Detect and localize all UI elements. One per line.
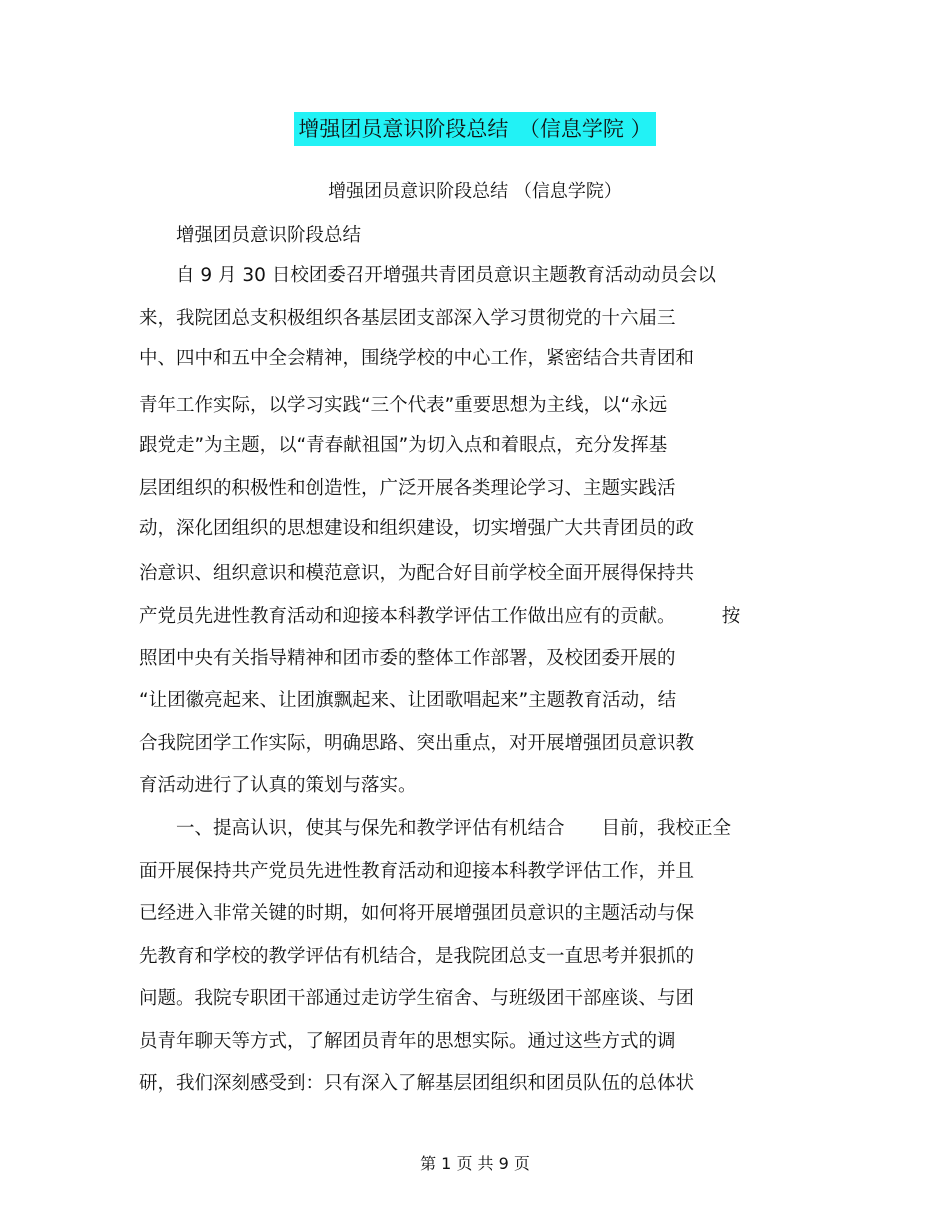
body-line: 动，深化团组织的思想建设和组织建设，切实增强广大共青团员的政 — [139, 518, 695, 539]
body-line: 治意识、组织意识和模范意识，为配合好目前学校全面开展得保持共 — [139, 563, 695, 584]
body-line: 研，我们深刻感受到：只有深入了解基层团组织和团员队伍的总体状 — [139, 1073, 695, 1094]
body-line: 问题。我院专职团干部通过走访学生宿舍、与班级团干部座谈、与团 — [139, 988, 695, 1009]
document-title: 增强团员意识阶段总结 （信息学院 ） — [294, 112, 655, 146]
body-line: 跟党走”为主题，以“青春献祖国”为切入点和着眼点，充分发挥基 — [139, 435, 668, 456]
body-line: 青年工作实际，以学习实践“三个代表”重要思想为主线，以“永远 — [139, 395, 668, 416]
body-line: 员青年聊天等方式，了解团员青年的思想实际。通过这些方式的调 — [139, 1031, 676, 1052]
body-line: 来，我院团总支积极组织各基层团支部深入学习贯彻党的十六届三 — [139, 308, 676, 329]
body-line: 合我院团学工作实际，明确思路、突出重点，对开展增强团员意识教 — [139, 733, 695, 754]
body-line: 自 9 月 30 日校团委召开增强共青团员意识主题教育活动动员会以 — [139, 265, 716, 286]
body-line: 照团中央有关指导精神和团市委的整体工作部署，及校团委开展的 — [139, 648, 676, 669]
body-line: 层团组织的积极性和创造性，广泛开展各类理论学习、主题实践活 — [139, 478, 676, 499]
body-line: 中、四中和五中全会精神，围绕学校的中心工作，紧密结合共青团和 — [139, 348, 695, 369]
body-line: 增强团员意识阶段总结 — [139, 225, 362, 246]
body-line: 已经进入非常关键的时期，如何将开展增强团员意识的主题活动与保 — [139, 903, 695, 924]
page-footer: 第 1 页 共 9 页 — [420, 1154, 530, 1173]
body-line: 面开展保持共产党员先进性教育活动和迎接本科教学评估工作，并且 — [139, 861, 695, 882]
title-wrap — [0, 112, 950, 146]
body-line: “让团徽亮起来、让团旗飘起来、让团歌唱起来”主题教育活动，结 — [139, 690, 677, 711]
body-line: 一、提高认识，使其与保先和教学评估有机结合 目前，我校正全 — [139, 818, 732, 839]
body-line: 育活动进行了认真的策划与落实。 — [139, 775, 417, 796]
body-line: 先教育和学校的教学评估有机结合，是我院团总支一直思考并狠抓的 — [139, 946, 695, 967]
document-subtitle: 增强团员意识阶段总结 （信息学院） — [328, 181, 622, 202]
body-line: 产党员先进性教育活动和迎接本科教学评估工作做出应有的贡献。 按 — [139, 606, 741, 627]
